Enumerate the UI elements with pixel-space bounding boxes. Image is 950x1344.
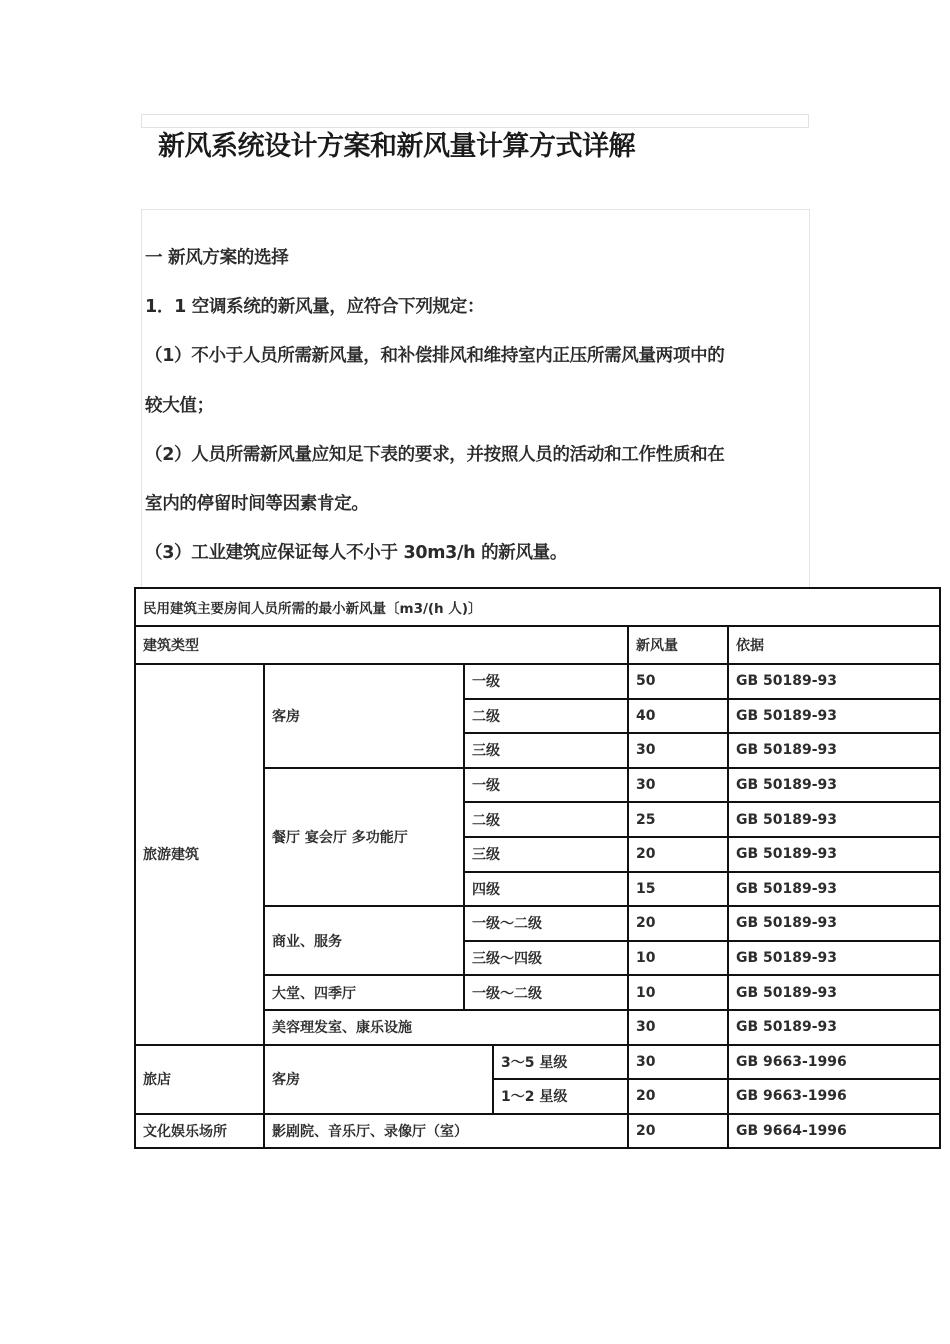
basis-value: GB 50189-93 <box>728 733 940 768</box>
basis-value: GB 9663-1996 <box>728 1045 940 1080</box>
basis-value: GB 50189-93 <box>728 941 940 976</box>
air-value: 20 <box>628 837 728 872</box>
basis-value: GB 50189-93 <box>728 664 940 699</box>
grade-cell: 四级 <box>464 872 628 907</box>
room-restaurant: 餐厅 宴会厅 多功能厅 <box>264 768 464 906</box>
header-building-type: 建筑类型 <box>135 626 628 664</box>
rule-3: （3）工业建筑应保证每人不小于 30m3/h 的新风量。 <box>145 543 568 563</box>
subsection-heading: 1．1 空调系统的新风量，应符合下列规定： <box>145 297 485 317</box>
air-value: 20 <box>628 1114 728 1149</box>
air-value: 50 <box>628 664 728 699</box>
room-beauty: 美容理发室、康乐设施 <box>264 1010 628 1045</box>
air-value: 10 <box>628 975 728 1010</box>
rule-2-line-1: （2）人员所需新风量应知足下表的要求，并按照人员的活动和工作性质和在 <box>145 445 725 465</box>
group-hotel: 旅店 <box>135 1045 264 1114</box>
room-hotel-guest: 客房 <box>264 1045 493 1114</box>
grade-cell: 三级～四级 <box>464 941 628 976</box>
room-lobby: 大堂、四季厅 <box>264 975 464 1010</box>
grade-cell: 三级 <box>464 733 628 768</box>
room-cinema: 影剧院、音乐厅、录像厅（室） <box>264 1114 628 1149</box>
grade-cell: 一级～二级 <box>464 975 628 1010</box>
basis-value: GB 50189-93 <box>728 872 940 907</box>
basis-value: GB 50189-93 <box>728 768 940 803</box>
basis-value: GB 50189-93 <box>728 906 940 941</box>
room-guest: 客房 <box>264 664 464 768</box>
grade-cell: 一级～二级 <box>464 906 628 941</box>
section-heading: 一 新风方案的选择 <box>145 248 289 268</box>
air-value: 40 <box>628 699 728 734</box>
room-commerce: 商业、服务 <box>264 906 464 975</box>
air-value: 15 <box>628 872 728 907</box>
group-culture: 文化娱乐场所 <box>135 1114 264 1149</box>
air-value: 30 <box>628 733 728 768</box>
basis-value: GB 50189-93 <box>728 1010 940 1045</box>
basis-value: GB 50189-93 <box>728 802 940 837</box>
grade-cell: 3～5 星级 <box>493 1045 628 1080</box>
air-value: 30 <box>628 1010 728 1045</box>
header-fresh-air: 新风量 <box>628 626 728 664</box>
fresh-air-table <box>134 587 941 1149</box>
grade-cell: 三级 <box>464 837 628 872</box>
air-value: 20 <box>628 906 728 941</box>
air-value: 30 <box>628 1045 728 1080</box>
page-title: 新风系统设计方案和新风量计算方式详解 <box>158 131 635 162</box>
table-caption: 民用建筑主要房间人员所需的最小新风量〔m3/(h 人)〕 <box>135 588 940 626</box>
basis-value: GB 50189-93 <box>728 837 940 872</box>
header-basis: 依据 <box>728 626 940 664</box>
group-tourism: 旅游建筑 <box>135 664 264 1045</box>
basis-value: GB 9664-1996 <box>728 1114 940 1149</box>
grade-cell: 二级 <box>464 699 628 734</box>
air-value: 10 <box>628 941 728 976</box>
basis-value: GB 9663-1996 <box>728 1079 940 1114</box>
grade-cell: 二级 <box>464 802 628 837</box>
rule-1-line-1: （1）不小于人员所需新风量，和补偿排风和维持室内正压所需风量两项中的 <box>145 346 725 366</box>
rule-1-line-2: 较大值； <box>145 396 214 416</box>
grade-cell: 一级 <box>464 768 628 803</box>
air-value: 20 <box>628 1079 728 1114</box>
rule-2-line-2: 室内的停留时间等因素肯定。 <box>145 494 369 514</box>
air-value: 30 <box>628 768 728 803</box>
air-value: 25 <box>628 802 728 837</box>
grade-cell: 一级 <box>464 664 628 699</box>
grade-cell: 1～2 星级 <box>493 1079 628 1114</box>
basis-value: GB 50189-93 <box>728 975 940 1010</box>
basis-value: GB 50189-93 <box>728 699 940 734</box>
